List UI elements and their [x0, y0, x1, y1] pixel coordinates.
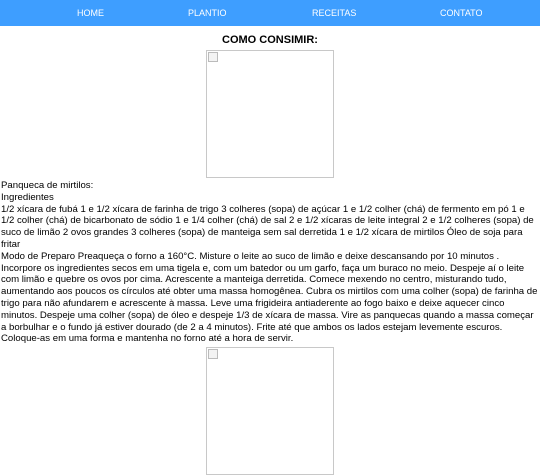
nav-plantio-link[interactable]: PLANTIO: [188, 8, 227, 18]
broken-image-icon: [208, 349, 218, 359]
broken-image-icon: [208, 52, 218, 62]
nav-home-link[interactable]: HOME: [77, 8, 104, 18]
ingredients-heading: Ingredientes: [1, 191, 54, 203]
broken-image-placeholder: [206, 50, 334, 178]
recipe-content: [0, 180, 540, 345]
nav-receitas-link[interactable]: RECEITAS: [312, 8, 357, 18]
broken-image-placeholder-2: [206, 347, 334, 475]
ingredients-text: 1/2 xícara de fubá 1 e 1/2 xícara de farinha de trigo 3 colheres (sopa) de açúcar 1 e 1/2 colher (chá) de fermento em pó 1 e 1/2 colher (chá) de bicarbonato de sódio 1 e 1/4 colher (chá) de sal 2 e 1/2 xícaras de leite integral 2 e 1/2 colheres (sopa) de suco de limão 2 ovos grandes 3 colheres (sopa) de manteiga sem sal derretida 1 e 1/2 xícara de mirtilos Óleo de soja para fritar: [1, 203, 534, 250]
top-navbar: [0, 0, 540, 26]
recipe-name: Panqueca de mirtilos:: [1, 180, 94, 191]
page-title: COMO CONSIMIR:: [222, 34, 318, 46]
method-text: Modo de Preparo Preaqueça o forno a 160°C. Misture o leite ao suco de limão e deixe descansando por 10 minutos . Incorpore os ingredientes secos em uma tigela e, com um batedor ou um garfo, faça um buraco no meio. Despeje aí o leite com limão e quebre os ovos por cima. Acrescente a manteiga derretida. Comece mexendo no centro, misturando tudo, aumentando aos poucos os círculos até obter uma massa homogênea. Cubra os mirtilos com uma colher (sopa) de farinha de trigo para não afundarem e acrescente à massa. Leve uma frigideira antiaderente ao fogo baixo e deixe aquecer cinco minutos. Despeje uma colher (sopa) de óleo e despeje 1/3 de xícara de massa. Vire as panquecas quando a massa começar a borbulhar e o fundo já estiver dourado (de 2 a 4 minutos). Frite até que ambos os lados estejam levemente escuros. Coloque-as em uma forma e mantenha no forno até a hora de servir.: [1, 250, 538, 345]
nav-contato-link[interactable]: CONTATO: [440, 8, 483, 18]
